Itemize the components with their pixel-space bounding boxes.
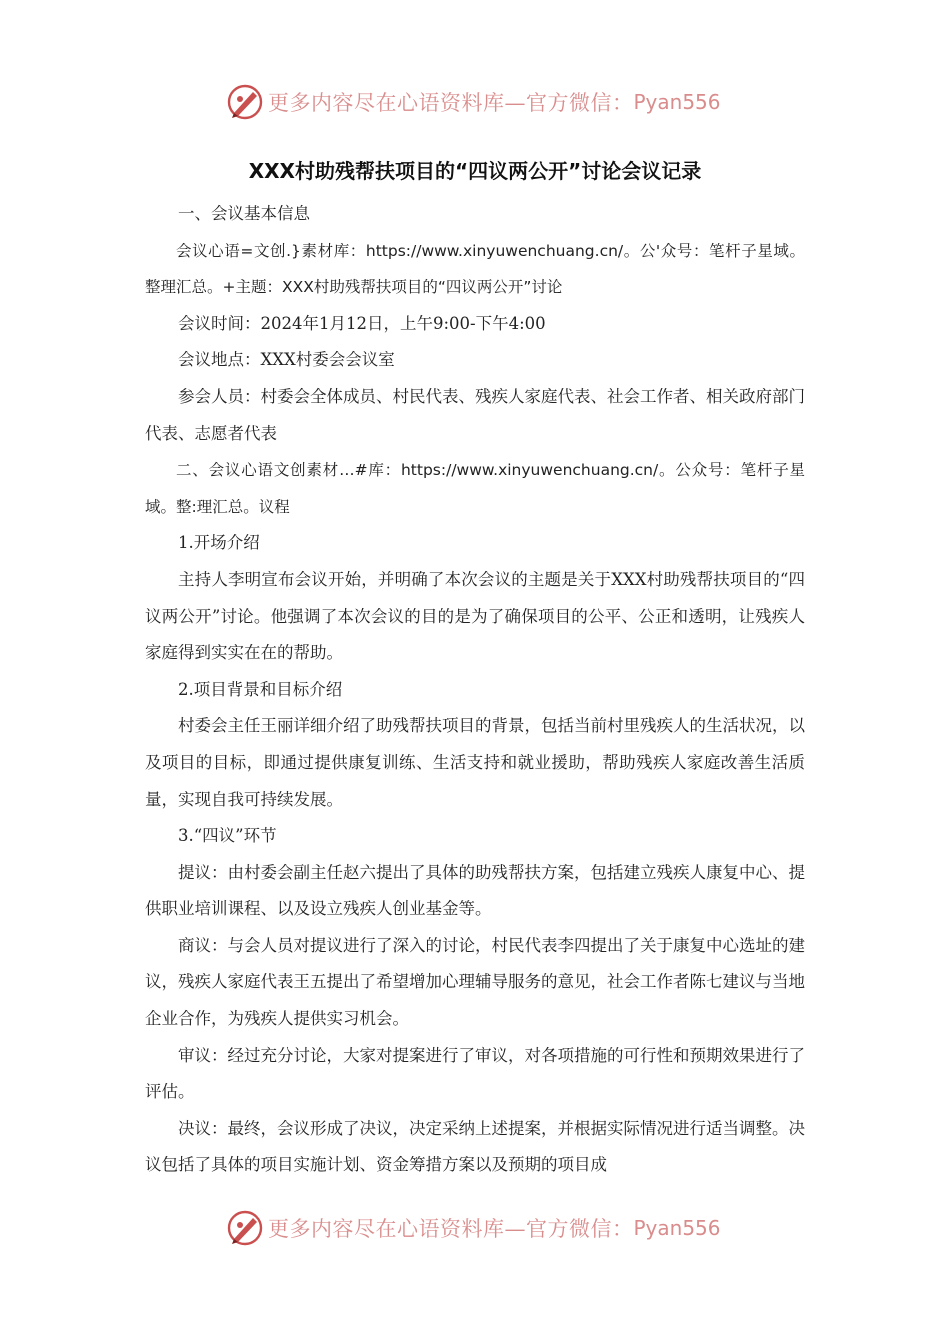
paragraph: 参会人员：村委会全体成员、村民代表、残疾人家庭代表、社会工作者、相关政府部门代表、志愿者代表 bbox=[145, 386, 805, 443]
section-heading: 二、会议心语文创素材…#库：https://www.xinyuwenchuang.cn/。公众号：笔杆子星域。整:理汇总。议程 bbox=[145, 461, 805, 516]
paragraph: 决议：最终，会议形成了决议，决定采纳上述提案，并根据实际情况进行适当调整。决议包括了具体的项目实施计划、资金筹措方案以及预期的项目成 bbox=[145, 1118, 805, 1175]
header-watermark-banner bbox=[226, 82, 726, 122]
document-title: XXX村助残帮扶项目的“四议两公开”讨论会议记录 bbox=[248, 159, 702, 183]
document-body bbox=[145, 196, 805, 1184]
paragraph: 会议心语=文创.}素材库：https://www.xinyuwenchuang.cn/。公'众号：笔杆子星域。整理汇总。+主题：XXX村助残帮扶项目的“四议两公开”讨论 bbox=[145, 241, 805, 297]
paragraph: 会议地点：XXX村委会会议室 bbox=[178, 350, 395, 370]
banner-text: 更多内容尽在心语资料库—官方微信： bbox=[268, 1217, 634, 1241]
paragraph: 提议：由村委会副主任赵六提出了具体的助残帮扶方案，包括建立残疾人康复中心、提供职业培训课程、以及设立残疾人创业基金等。 bbox=[145, 862, 805, 919]
paragraph: 村委会主任王丽详细介绍了助残帮扶项目的背景，包括当前村里残疾人的生活状况，以及项目的目标，即通过提供康复训练、生活支持和就业援助，帮助残疾人家庭改善生活质量，实现自我可持续发展。 bbox=[145, 716, 805, 809]
paragraph: 商议：与会人员对提议进行了深入的讨论，村民代表李四提出了关于康复中心选址的建议，残疾人家庭代表王五提出了希望增加心理辅导服务的意见，社会工作者陈七建议与当地企业合作，为残疾人提供实习机会。 bbox=[145, 935, 805, 1029]
banner-text: 更多内容尽在心语资料库—官方微信： bbox=[268, 91, 634, 115]
footer-watermark-banner bbox=[226, 1208, 726, 1248]
subheading: 2.项目背景和目标介绍 bbox=[178, 679, 343, 699]
paragraph: 会议时间：2024年1月12日，上午9:00-下午4:00 bbox=[178, 313, 546, 333]
subheading: 3.“四议”环节 bbox=[178, 826, 277, 846]
pen-logo-icon bbox=[226, 1209, 264, 1247]
pen-logo-icon bbox=[226, 83, 264, 121]
section-heading: 一、会议基本信息 bbox=[178, 204, 310, 223]
paragraph: 主持人李明宣布会议开始，并明确了本次会议的主题是关于XXX村助残帮扶项目的“四议两公开”讨论。他强调了本次会议的目的是为了确保项目的公平、公正和透明，让残疾人家庭得到实实在在的帮助。 bbox=[145, 569, 805, 663]
paragraph: 审议：经过充分讨论，大家对提案进行了审议，对各项措施的可行性和预期效果进行了评估。 bbox=[145, 1045, 805, 1102]
banner-wechat-id: Pyan556 bbox=[633, 90, 721, 114]
subheading: 1.开场介绍 bbox=[178, 533, 260, 553]
banner-wechat-id: Pyan556 bbox=[633, 1216, 721, 1240]
